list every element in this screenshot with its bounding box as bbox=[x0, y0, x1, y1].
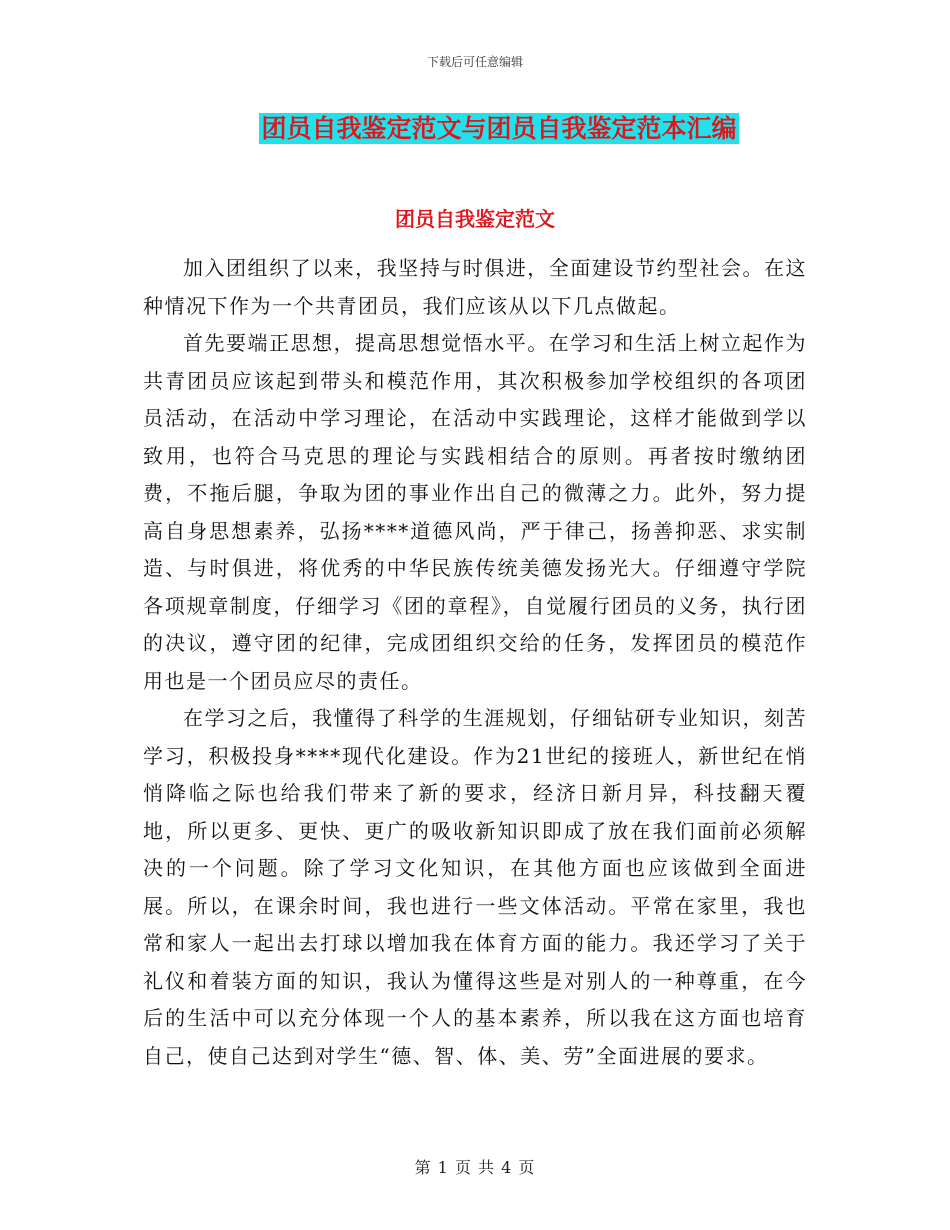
main-title: 团员自我鉴定范文与团员自我鉴定范本汇编 bbox=[261, 114, 737, 143]
page-footer: 第 1 页 共 4 页 bbox=[414, 1158, 536, 1177]
document-body bbox=[143, 250, 807, 1075]
paragraph-3: 在学习之后，我懂得了科学的生涯规划，仔细钻研专业知识，刻苦学习，积极投身****现代化建设。作为21世纪的接班人，新世纪在悄悄降临之际也给我们带来了新的要求，经济日新月异，科技翻天覆地，所以更多、更快、更广的吸收新知识即成了放在我们面前必须解决的一个问题。除了学习文化知识，在其他方面也应该做到全面进展。所以，在课余时间，我也进行一些文体活动。平常在家里，我也常和家人一起出去打球以增加我在体育方面的能力。我还学习了关于礼仪和着装方面的知识，我认为懂得这些是对别人的一种尊重，在今后的生活中可以充分体现一个人的基本素养，所以我在这方面也培育自己，使自己达到对学生“德、智、体、美、劳”全面进展的要求。 bbox=[143, 706, 807, 1068]
paragraph-2: 首先要端正思想，提高思想觉悟水平。在学习和生活上树立起作为共青团员应该起到带头和模范作用，其次积极参加学校组织的各项团员活动，在活动中学习理论，在活动中实践理论，这样才能做到学以致用，也符合马克思的理论与实践相结合的原则。再者按时缴纳团费，不拖后腿，争取为团的事业作出自己的微薄之力。此外，努力提高自身思想素养，弘扬****道德风尚，严于律己，扬善抑恶、求实制造、与时俱进，将优秀的中华民族传统美德发扬光大。仔细遵守学院各项规章制度，仔细学习《团的章程》，自觉履行团员的义务，执行团的决议，遵守团的纪律，完成团组织交给的任务，发挥团员的模范作用也是一个团员应尽的责任。 bbox=[143, 331, 807, 693]
section-title: 团员自我鉴定范文 bbox=[395, 207, 555, 231]
header-note: 下载后可任意编辑 bbox=[426, 55, 523, 69]
paragraph-1: 加入团组织了以来，我坚持与时俱进，全面建设节约型社会。在这种情况下作为一个共青团员，我们应该从以下几点做起。 bbox=[143, 256, 807, 318]
main-title-container bbox=[0, 113, 950, 144]
